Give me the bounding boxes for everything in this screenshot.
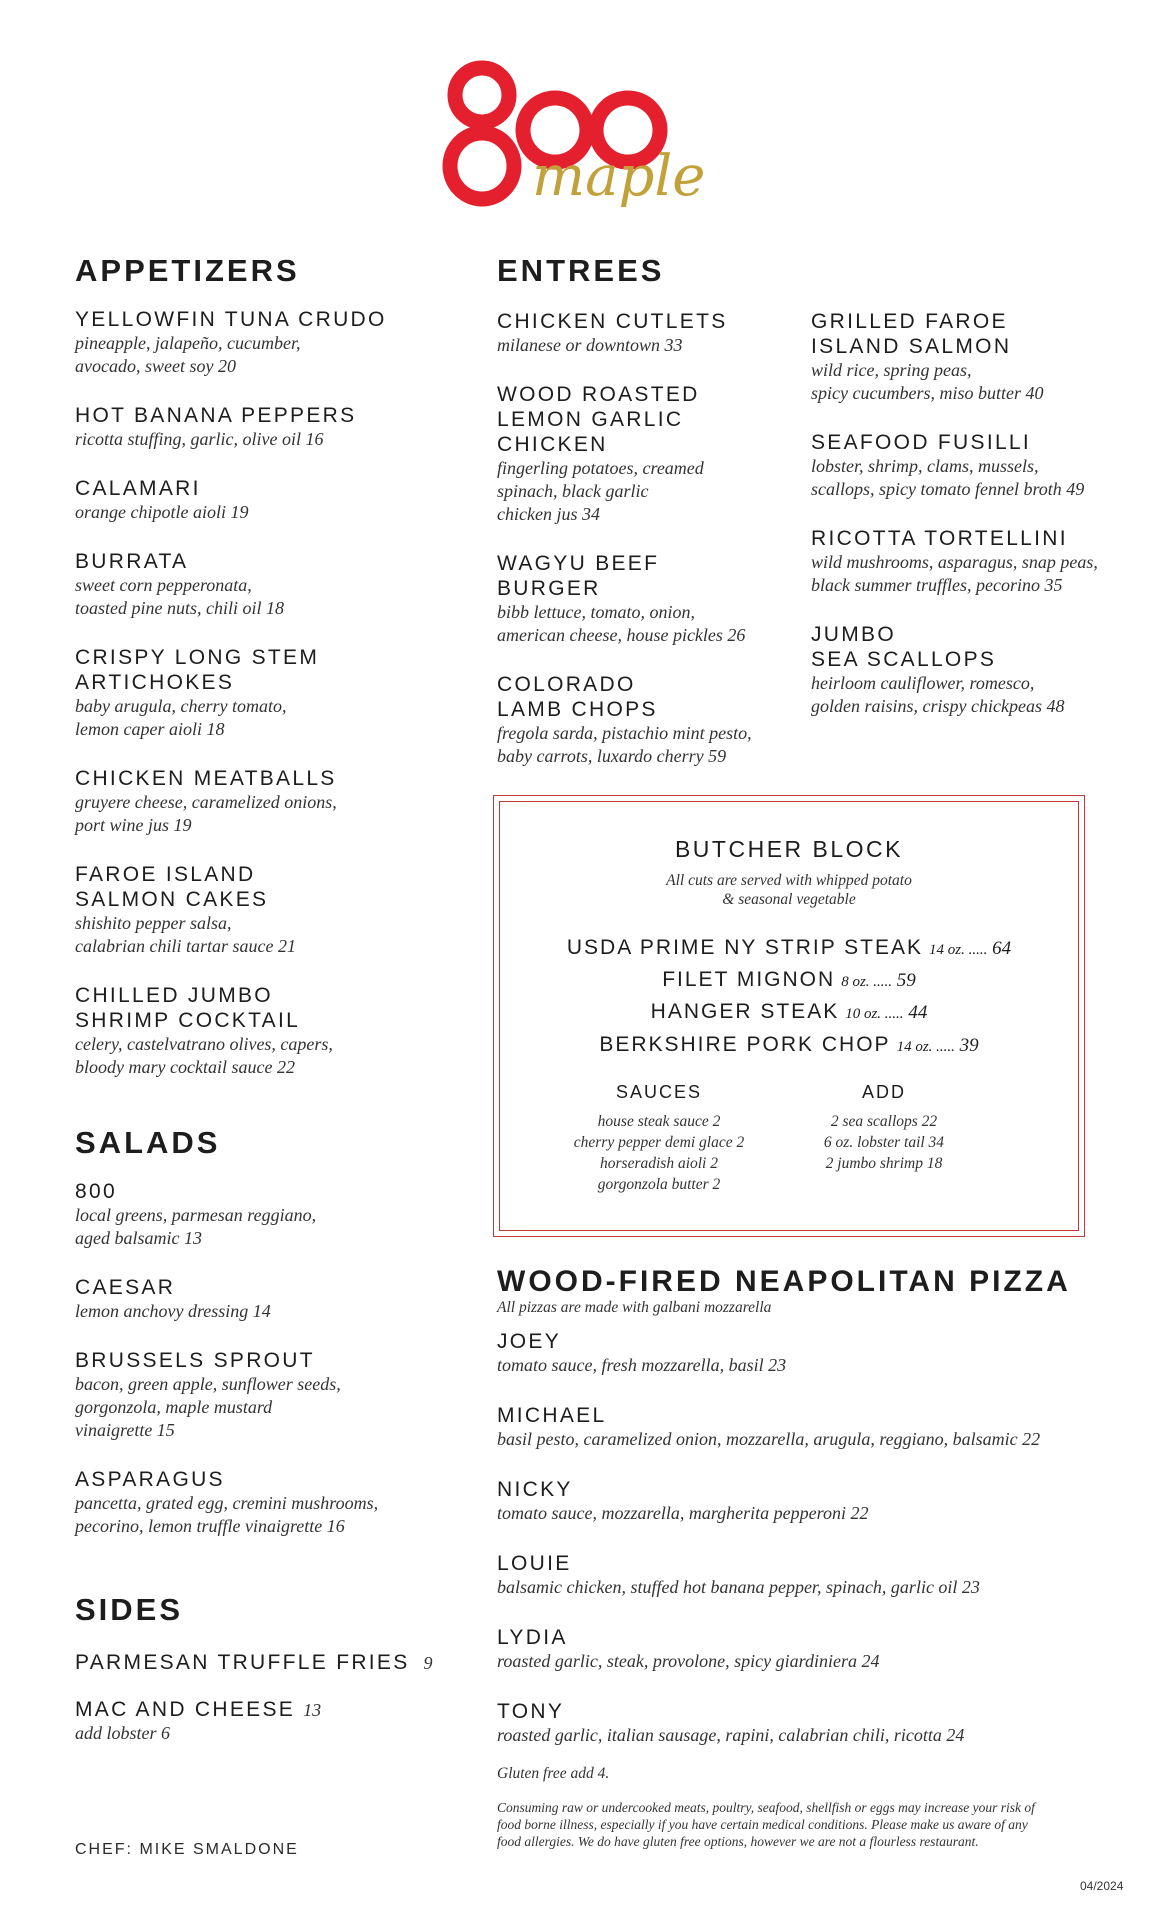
side-item-price: 13: [303, 1700, 322, 1720]
entree-description: wild mushrooms, asparagus, snap peas, black summer truffles, pecorino 35: [811, 552, 1098, 595]
menu-item: [75, 1348, 495, 1442]
sides-title: SIDES: [75, 1592, 184, 1627]
side-item-name: MAC AND CHEESE: [75, 1698, 296, 1721]
menu-item: [75, 645, 495, 741]
appetizer-description: shishito pepper salsa, calabrian chili tartar sauce 21: [75, 913, 296, 956]
logo-script-text: maple: [532, 144, 706, 209]
cut-name: USDA PRIME NY STRIP STEAK: [566, 936, 924, 959]
pizza-description: roasted garlic, steak, provolone, spicy giardiniera 24: [497, 1651, 880, 1671]
entree-description: lobster, shrimp, clams, mussels, scallops, spicy tomato fennel broth 49: [811, 456, 1085, 499]
menu-item: [497, 1329, 1117, 1377]
salad-name: CAESAR: [75, 1276, 176, 1299]
menu-item: [75, 403, 495, 451]
menu-item: [497, 382, 797, 526]
salad-description: local greens, parmesan reggiano, aged balsamic 13: [75, 1205, 317, 1248]
side-item-desc: add lobster 6: [75, 1723, 171, 1743]
add-on-item: 2 sea scallops 22: [830, 1113, 938, 1130]
add-on-item: 6 oz. lobster tail 34: [823, 1134, 945, 1151]
pizza-description: tomato sauce, fresh mozzarella, basil 23: [497, 1355, 787, 1375]
sauce-item: house steak sauce 2: [597, 1113, 721, 1130]
entree-description: wild rice, spring peas, spicy cucumbers, miso butter 40: [811, 360, 1044, 403]
sauce-item: cherry pepper demi glace 2: [573, 1134, 745, 1151]
appetizer-description: ricotta stuffing, garlic, olive oil 16: [75, 429, 324, 449]
appetizers-section: [75, 253, 495, 1104]
cut-price: 59: [896, 970, 916, 991]
chef-credit: CHEF: MIKE SMALDONE: [75, 1841, 299, 1858]
menu-item: [497, 1625, 1117, 1673]
side-item-name: PARMESAN TRUFFLE FRIES: [75, 1651, 410, 1674]
pizza-description: roasted garlic, italian sausage, rapini, calabrian chili, ricotta 24: [497, 1725, 965, 1745]
menu-item: [811, 526, 1141, 597]
appetizer-name: FAROE ISLAND SALMON CAKES: [75, 863, 269, 911]
menu-item: [497, 1551, 1117, 1599]
pizza-name: TONY: [497, 1700, 565, 1723]
cut-size: 8 oz. .....: [841, 974, 893, 990]
menu-date: 04/2024: [1080, 1879, 1124, 1893]
entree-name: CHICKEN CUTLETS: [497, 310, 728, 333]
pizza-description: balsamic chicken, stuffed hot banana pepper, spinach, garlic oil 23: [497, 1577, 980, 1597]
sauce-item: horseradish aioli 2: [600, 1155, 718, 1172]
pizza-name: MICHAEL: [497, 1404, 607, 1427]
cut-price: 39: [959, 1035, 979, 1056]
appetizer-name: CRISPY LONG STEM ARTICHOKES: [75, 646, 320, 694]
salad-name: BRUSSELS SPROUT: [75, 1349, 315, 1372]
add-on-item: 2 jumbo shrimp 18: [825, 1155, 943, 1172]
salad-description: pancetta, grated egg, cremini mushrooms, pecorino, lemon truffle vinaigrette 16: [75, 1493, 379, 1536]
entree-description: milanese or downtown 33: [497, 335, 683, 355]
salad-description: lemon anchovy dressing 14: [75, 1301, 271, 1321]
menu-item: [75, 1467, 495, 1538]
cut-name: HANGER STEAK: [650, 1000, 840, 1023]
side-item: [75, 1650, 495, 1675]
appetizer-name: HOT BANANA PEPPERS: [75, 404, 357, 427]
add-title: ADD: [861, 1082, 906, 1102]
entree-name: JUMBO SEA SCALLOPS: [811, 623, 997, 671]
appetizer-name: YELLOWFIN TUNA CRUDO: [75, 308, 387, 331]
appetizer-description: gruyere cheese, caramelized onions, port wine jus 19: [75, 792, 337, 835]
sauces-title: SAUCES: [615, 1082, 703, 1102]
pizza-name: LYDIA: [497, 1626, 568, 1649]
entree-name: GRILLED FAROE ISLAND SALMON: [811, 310, 1012, 358]
cut-name: BERKSHIRE PORK CHOP: [599, 1033, 891, 1056]
salad-name: 800: [75, 1180, 117, 1203]
food-safety-disclaimer: Consuming raw or undercooked meats, poultry, seafood, shellfish or eggs may increase your risk of food borne illness, especially if you have certain medical conditions. Please make us aware of any food allergies. We do have gluten free options, however we are not a flourless restaurant.: [497, 1800, 1035, 1849]
salads-title: SALADS: [75, 1125, 221, 1160]
add-list: [794, 1111, 974, 1174]
entree-name: COLORADO LAMB CHOPS: [497, 673, 658, 721]
salad-name: ASPARAGUS: [75, 1468, 225, 1491]
entree-description: fingerling potatoes, creamed spinach, black garlic chicken jus 34: [497, 458, 704, 524]
cut-size: 10 oz. .....: [845, 1006, 904, 1022]
entree-name: WOOD ROASTED LEMON GARLIC CHICKEN: [497, 383, 700, 456]
menu-item: [811, 430, 1141, 501]
appetizer-name: CALAMARI: [75, 477, 201, 500]
entree-name: RICOTTA TORTELLINI: [811, 527, 1068, 550]
menu-item: [497, 309, 797, 357]
entree-name: SEAFOOD FUSILLI: [811, 431, 1032, 454]
appetizer-list: [75, 307, 495, 1079]
butcher-cut-row: [494, 1000, 1084, 1024]
butcher-cut-row: [494, 1033, 1084, 1057]
menu-item: [75, 476, 495, 524]
sauces-list: [544, 1111, 774, 1195]
cut-size: 14 oz. .....: [896, 1039, 955, 1055]
entree-name: WAGYU BEEF BURGER: [497, 552, 660, 600]
pizza-title: WOOD-FIRED NEAPOLITAN PIZZA: [497, 1265, 1071, 1298]
appetizer-description: celery, castelvatrano olives, capers, bloody mary cocktail sauce 22: [75, 1034, 333, 1077]
butcher-block-box: [493, 795, 1085, 1237]
appetizer-name: BURRATA: [75, 550, 189, 573]
menu-item: [75, 766, 495, 837]
restaurant-logo: [440, 45, 740, 225]
pizza-name: NICKY: [497, 1478, 573, 1501]
appetizer-description: orange chipotle aioli 19: [75, 502, 249, 522]
butcher-cut-row: [494, 936, 1084, 960]
menu-item: [75, 1275, 495, 1323]
appetizer-description: baby arugula, cherry tomato, lemon caper aioli 18: [75, 696, 287, 739]
cut-price: 44: [908, 1002, 928, 1023]
side-item-price: 9: [423, 1653, 433, 1673]
cut-price: 64: [992, 938, 1012, 959]
butcher-block-subtitle: All cuts are served with whipped potato & seasonal vegetable: [666, 872, 912, 908]
menu-item: [497, 1477, 1117, 1525]
butcher-cut-row: [494, 968, 1084, 992]
appetizer-description: sweet corn pepperonata, toasted pine nuts, chili oil 18: [75, 575, 284, 618]
menu-item: [75, 1179, 495, 1250]
salad-list: [75, 1179, 495, 1538]
menu-item: [497, 551, 797, 647]
pizza-list: [497, 1329, 1117, 1747]
appetizers-title: APPETIZERS: [75, 253, 300, 288]
pizza-subtitle: All pizzas are made with galbani mozzarella: [497, 1299, 772, 1316]
menu-item: [811, 622, 1141, 718]
menu-item: [75, 307, 495, 378]
appetizer-description: pineapple, jalapeño, cucumber, avocado, sweet soy 20: [75, 333, 301, 376]
menu-item: [75, 549, 495, 620]
pizza-description: basil pesto, caramelized onion, mozzarella, arugula, reggiano, balsamic 22: [497, 1429, 1041, 1449]
entrees-right-column: [811, 309, 1141, 743]
menu-item: [497, 1403, 1117, 1451]
entree-description: heirloom cauliflower, romesco, golden raisins, crispy chickpeas 48: [811, 673, 1065, 716]
menu-item: [75, 862, 495, 958]
salads-section: [75, 1125, 495, 1563]
entrees-left-column: [497, 309, 797, 793]
butcher-block-title: BUTCHER BLOCK: [674, 836, 904, 862]
appetizer-name: CHILLED JUMBO SHRIMP COCKTAIL: [75, 984, 301, 1032]
sides-section: [75, 1592, 495, 1770]
cut-size: 14 oz. .....: [929, 942, 988, 958]
sauce-item: gorgonzola butter 2: [597, 1176, 721, 1193]
pizza-name: LOUIE: [497, 1552, 572, 1575]
entree-description: fregola sarda, pistachio mint pesto, baby carrots, luxardo cherry 59: [497, 723, 752, 766]
menu-item: [811, 309, 1141, 405]
pizza-section: [497, 1265, 1117, 1850]
salad-description: bacon, green apple, sunflower seeds, gorgonzola, maple mustard vinaigrette 15: [75, 1374, 341, 1440]
entrees-title: ENTREES: [497, 253, 665, 288]
menu-item: [75, 983, 495, 1079]
side-item: [75, 1697, 495, 1745]
appetizer-name: CHICKEN MEATBALLS: [75, 767, 337, 790]
pizza-name: JOEY: [497, 1330, 562, 1353]
cut-name: FILET MIGNON: [662, 968, 836, 991]
entree-description: bibb lettuce, tomato, onion, american cheese, house pickles 26: [497, 602, 746, 645]
menu-item: [497, 1699, 1117, 1747]
gluten-free-note: Gluten free add 4.: [497, 1765, 610, 1782]
menu-item: [497, 672, 797, 768]
pizza-description: tomato sauce, mozzarella, margherita pepperoni 22: [497, 1503, 869, 1523]
